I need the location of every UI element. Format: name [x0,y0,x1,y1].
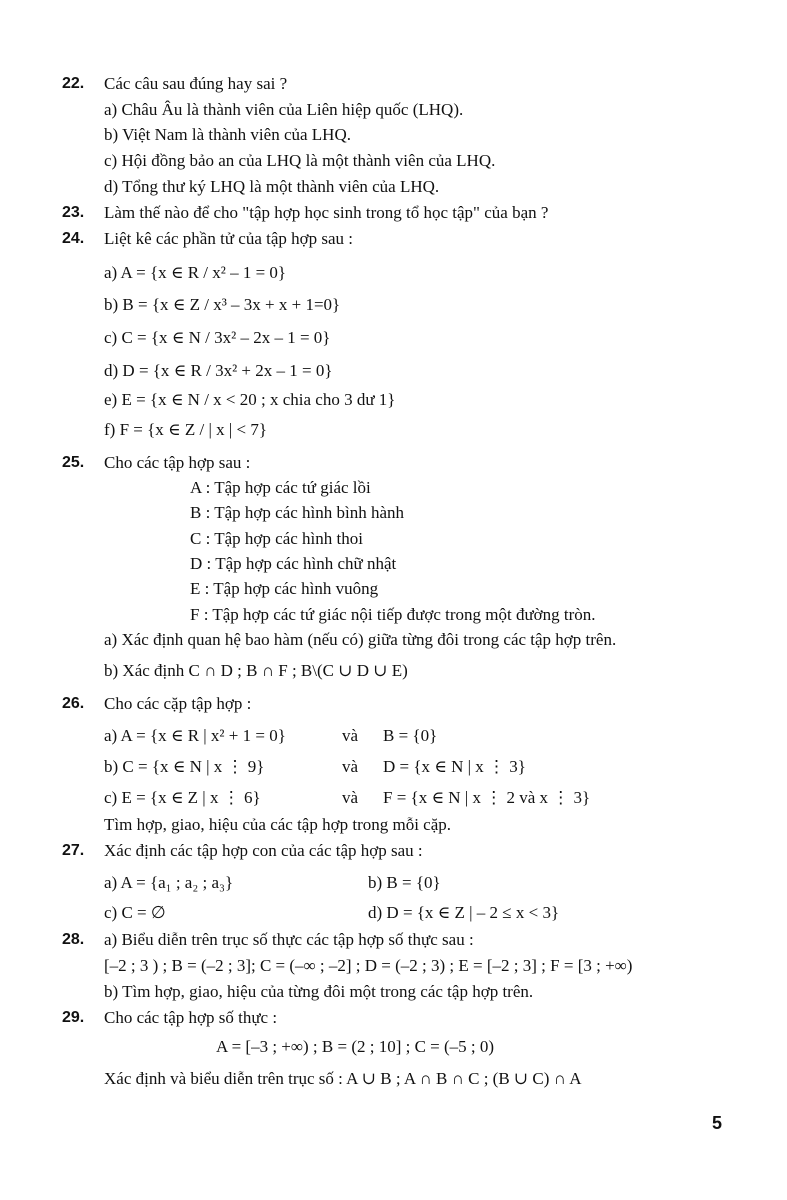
problem-line: a) A = {x ∈ R / x² – 1 = 0} [104,263,287,282]
problem-line: c) Hội đồng bảo an của LHQ là một thành viên của LHQ. [104,151,496,170]
problem-line: D : Tập hợp các hình chữ nhật [190,554,397,573]
pair-and: và [342,757,359,776]
problem-text: Cho các tập hợp sau : [104,453,251,472]
problem-number: 22. [62,75,85,92]
page-number: 5 [712,1113,723,1133]
problem-number: 24. [62,230,85,247]
problem-text: Cho các tập hợp số thực : [104,1008,278,1027]
pair-right: F = {x ∈ N | x ⋮ 2 và x ⋮ 3} [383,788,591,807]
problem-line: Xác định và biểu diễn trên trục số : A ∪ B ; A ∩ B ∩ C ; (B ∪ C) ∩ A [104,1069,582,1088]
pair-right: D = {x ∈ N | x ⋮ 3} [383,757,526,776]
problem-text: Các câu sau đúng hay sai ? [104,74,288,93]
pair-and: và [342,726,359,745]
problem-line: Tìm hợp, giao, hiệu của các tập hợp trong mỗi cặp. [104,815,452,834]
problem-line: a) A = {x ∈ R | x² + 1 = 0} [104,726,286,745]
problem-number: 25. [62,454,85,471]
problem-line: b) Xác định C ∩ D ; B ∩ F ; B\(C ∪ D ∪ E) [104,661,408,680]
problem-line: c) C = ∅ [104,903,166,922]
problem-text: a) Biểu diễn trên trục số thực các tập hợp số thực sau : [104,930,474,949]
problem-line: A = [–3 ; +∞) ; B = (2 ; 10] ; C = (–5 ; 0) [216,1037,495,1056]
problem-text: Cho các cặp tập hợp : [104,694,252,713]
problem-line: b) B = {x ∈ Z / x³ – 3x + x + 1=0} [104,295,341,314]
problem-line: C : Tập hợp các hình thoi [190,529,363,548]
problem-line: b) Việt Nam là thành viên của LHQ. [104,125,351,144]
problem-text: Làm thế nào để cho "tập hợp học sinh trong tổ học tập" của bạn ? [104,203,549,222]
problem-text: Liệt kê các phần tử của tập hợp sau : [104,229,354,248]
problem-line: E : Tập hợp các hình vuông [190,579,379,598]
problem-line: d) D = {x ∈ R / 3x² + 2x – 1 = 0} [104,361,333,380]
problem-text: Xác định các tập hợp con của các tập hợp sau : [104,841,423,860]
problem-line: a) Châu Âu là thành viên của Liên hiệp quốc (LHQ). [104,100,464,119]
problem-line: b) Tìm hợp, giao, hiệu của từng đôi một trong các tập hợp trên. [104,982,534,1001]
problem-line: A : Tập hợp các tứ giác lồi [190,478,371,497]
problem-line: B : Tập hợp các hình bình hành [190,503,405,522]
problem-line: d) Tổng thư ký LHQ là một thành viên của LHQ. [104,177,440,196]
problem-line: c) C = {x ∈ N / 3x² – 2x – 1 = 0} [104,328,331,347]
problem-line: b) C = {x ∈ N | x ⋮ 9} [104,757,265,776]
problem-line: a) A = {a₁ ; a₂ ; a₃} [104,873,234,892]
pair-and: và [342,788,359,807]
problem-number: 23. [62,204,85,221]
problem-number: 27. [62,842,85,859]
problem-number: 28. [62,931,85,948]
pair-right: B = {0} [383,726,438,745]
problem-number: 26. [62,695,85,712]
problem-line: F : Tập hợp các tứ giác nội tiếp được trong một đường tròn. [190,605,596,624]
problem-number: 29. [62,1009,85,1026]
problem-line: c) E = {x ∈ Z | x ⋮ 6} [104,788,261,807]
problem-line: e) E = {x ∈ N / x < 20 ; x chia cho 3 dư 1} [104,390,396,409]
problem-line: [–2 ; 3 ) ; B = (–2 ; 3]; C = (–∞ ; –2] ; D = (–2 ; 3) ; E = [–2 ; 3] ; F = [3 ; +∞) [104,956,633,975]
problem-line: b) B = {0} [368,873,441,892]
problem-line: f) F = {x ∈ Z / | x | < 7} [104,420,268,439]
problem-line: a) Xác định quan hệ bao hàm (nếu có) giữa từng đôi trong các tập hợp trên. [104,630,617,649]
problem-line: d) D = {x ∈ Z | – 2 ≤ x < 3} [368,903,560,922]
